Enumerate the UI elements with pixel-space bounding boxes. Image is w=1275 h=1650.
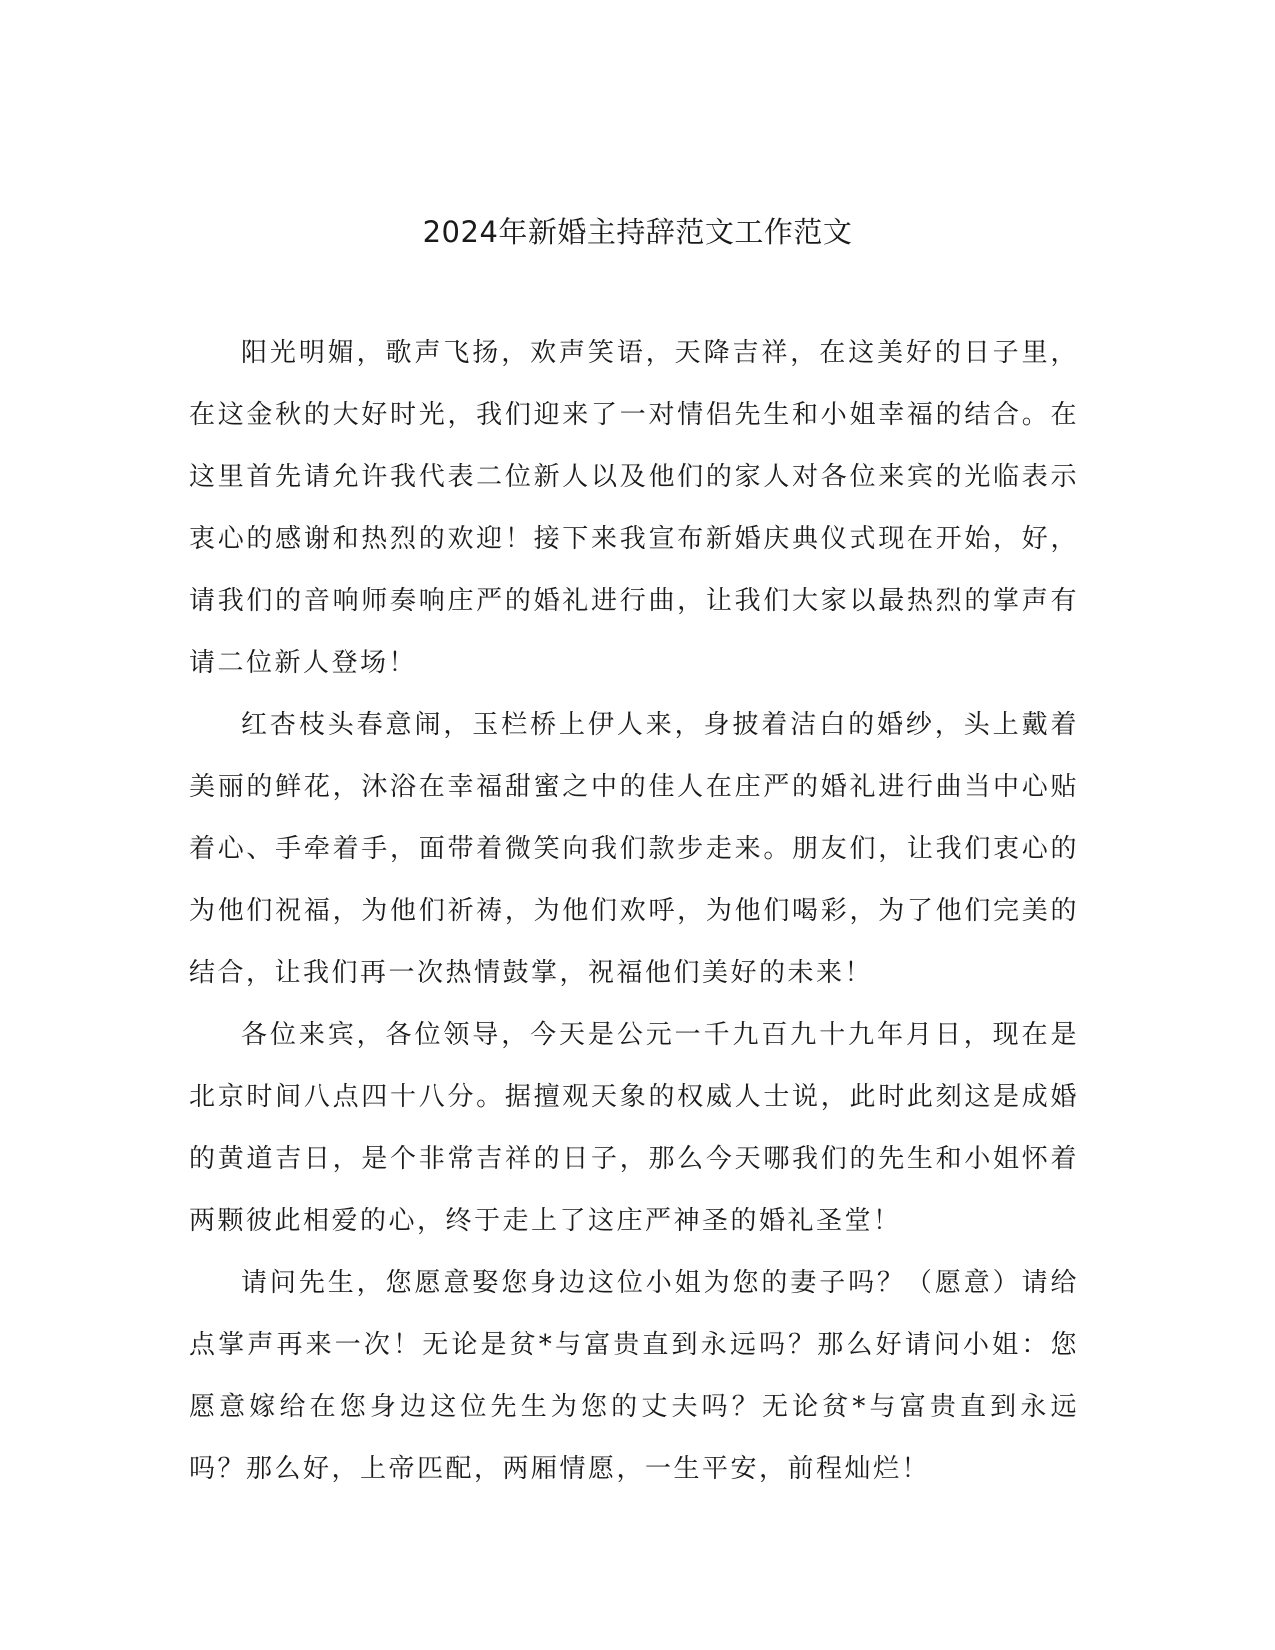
paragraph-3: 各位来宾，各位领导，今天是公元一千九百九十九年月日，现在是北京时间八点四十八分。据擅观天象的权威人士说，此时此刻这是成婚的黄道吉日，是个非常吉祥的日子，那么今天哪我们的先生和小姐怀着两颗彼此相爱的心，终于走上了这庄严神圣的婚礼圣堂！ <box>189 1020 1079 1236</box>
document-body <box>189 322 1079 1500</box>
document-title: 2024年新婚主持辞范文工作范文 <box>422 215 853 249</box>
paragraph-1: 阳光明媚，歌声飞扬，欢声笑语，天降吉祥，在这美好的日子里，在这金秋的大好时光，我们迎来了一对情侣先生和小姐幸福的结合。在这里首先请允许我代表二位新人以及他们的家人对各位来宾的光临表示衷心的感谢和热烈的欢迎！接下来我宣布新婚庆典仪式现在开始，好，请我们的音响师奏响庄严的婚礼进行曲，让我们大家以最热烈的掌声有请二位新人登场！ <box>189 338 1079 678</box>
paragraph-2: 红杏枝头春意闹，玉栏桥上伊人来，身披着洁白的婚纱，头上戴着美丽的鲜花，沐浴在幸福甜蜜之中的佳人在庄严的婚礼进行曲当中心贴着心、手牵着手，面带着微笑向我们款步走来。朋友们，让我们衷心的为他们祝福，为他们祈祷，为他们欢呼，为他们喝彩，为了他们完美的结合，让我们再一次热情鼓掌，祝福他们美好的未来！ <box>189 710 1079 988</box>
paragraph-4: 请问先生，您愿意娶您身边这位小姐为您的妻子吗？（愿意）请给点掌声再来一次！无论是贫*与富贵直到永远吗？那么好请问小姐：您愿意嫁给在您身边这位先生为您的丈夫吗？无论贫*与富贵直到永远吗？那么好，上帝匹配，两厢情愿，一生平安，前程灿烂！ <box>189 1268 1079 1484</box>
